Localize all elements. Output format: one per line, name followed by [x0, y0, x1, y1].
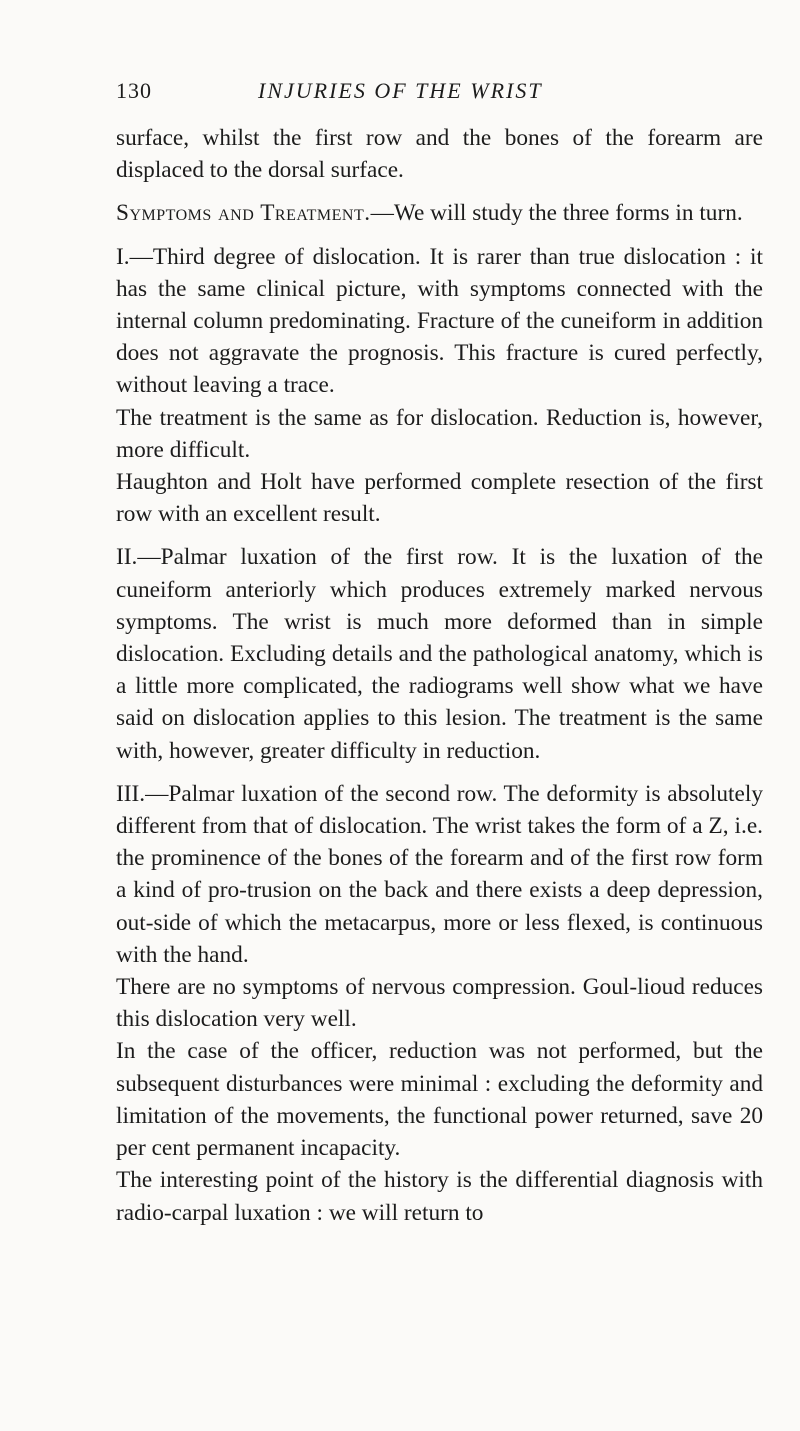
paragraph-text: The treatment is the same as for dislocation. Reduction is, however, more difficult.	[116, 404, 763, 463]
paragraph-nervous-compression	[116, 971, 763, 1035]
paragraph-text: In the case of the officer, reduction was not performed, but the subsequent disturbances were minimal : excluding the deformity and limitation of the movements, the functional power returned, save 20 per cent permanent incapacity.	[116, 1038, 763, 1162]
paragraph-palmar-second-row	[116, 778, 763, 971]
paragraph-text: There are no symptoms of nervous compression. Goul-lioud reduces this dislocation very well.	[116, 974, 763, 1033]
paragraph-text: Haughton and Holt have performed complete resection of the first row with an excellent result.	[116, 469, 763, 528]
running-title: INJURIES OF THE WRIST	[258, 78, 543, 103]
paragraph-text: surface, whilst the first row and the bones of the forearm are displaced to the dorsal surface.	[116, 125, 763, 184]
paragraph-text: I.—Third degree of dislocation. It is rarer than true dislocation : it has the same clinical picture, with symptoms connected with the internal column predominating. Fracture of the cuneiform in addition does not aggravate the prognosis. This fracture is cured perfectly, without leaving a trace.	[116, 243, 763, 399]
paragraph-text: —We will study the three forms in turn.	[370, 200, 743, 227]
paragraph-officer-case	[116, 1035, 763, 1164]
paragraph-continuation	[116, 122, 763, 186]
paragraph-resection	[116, 466, 763, 530]
paragraph-treatment	[116, 402, 763, 466]
paragraph-palmar-first-row	[116, 541, 763, 766]
paragraph-differential-diagnosis	[116, 1164, 763, 1228]
paragraph-symptoms-treatment	[116, 197, 763, 229]
paragraph-text: III.—Palmar luxation of the second row. The deformity is absolutely different from that of dislocation. The wrist takes the form of a Z, i.e. the prominence of the bones of the forearm and of the first row form a kind of pro-trusion on the back and there exists a deep depression, out-side of which the metacarpus, more or less flexed, is continuous with the hand.	[116, 780, 763, 968]
paragraph-text: The interesting point of the history is the differential diagnosis with radio-carpal luxation : we will return to	[116, 1167, 763, 1226]
page-number: 130	[116, 78, 152, 103]
running-head	[116, 78, 763, 108]
paragraph-text: II.—Palmar luxation of the first row. It is the luxation of the cuneiform anteriorly which produces extremely marked nervous symptoms. The wrist is much more deformed than in simple dislocation. Excluding details and the pathological anatomy, which is a little more complicated, the radiograms well show what we have said on dislocation applies to this lesion. The treatment is the same with, however, greater difficulty in reduction.	[116, 544, 763, 764]
section-lead: Symptoms and Treatment.	[116, 200, 371, 227]
paragraph-third-degree	[116, 241, 763, 402]
